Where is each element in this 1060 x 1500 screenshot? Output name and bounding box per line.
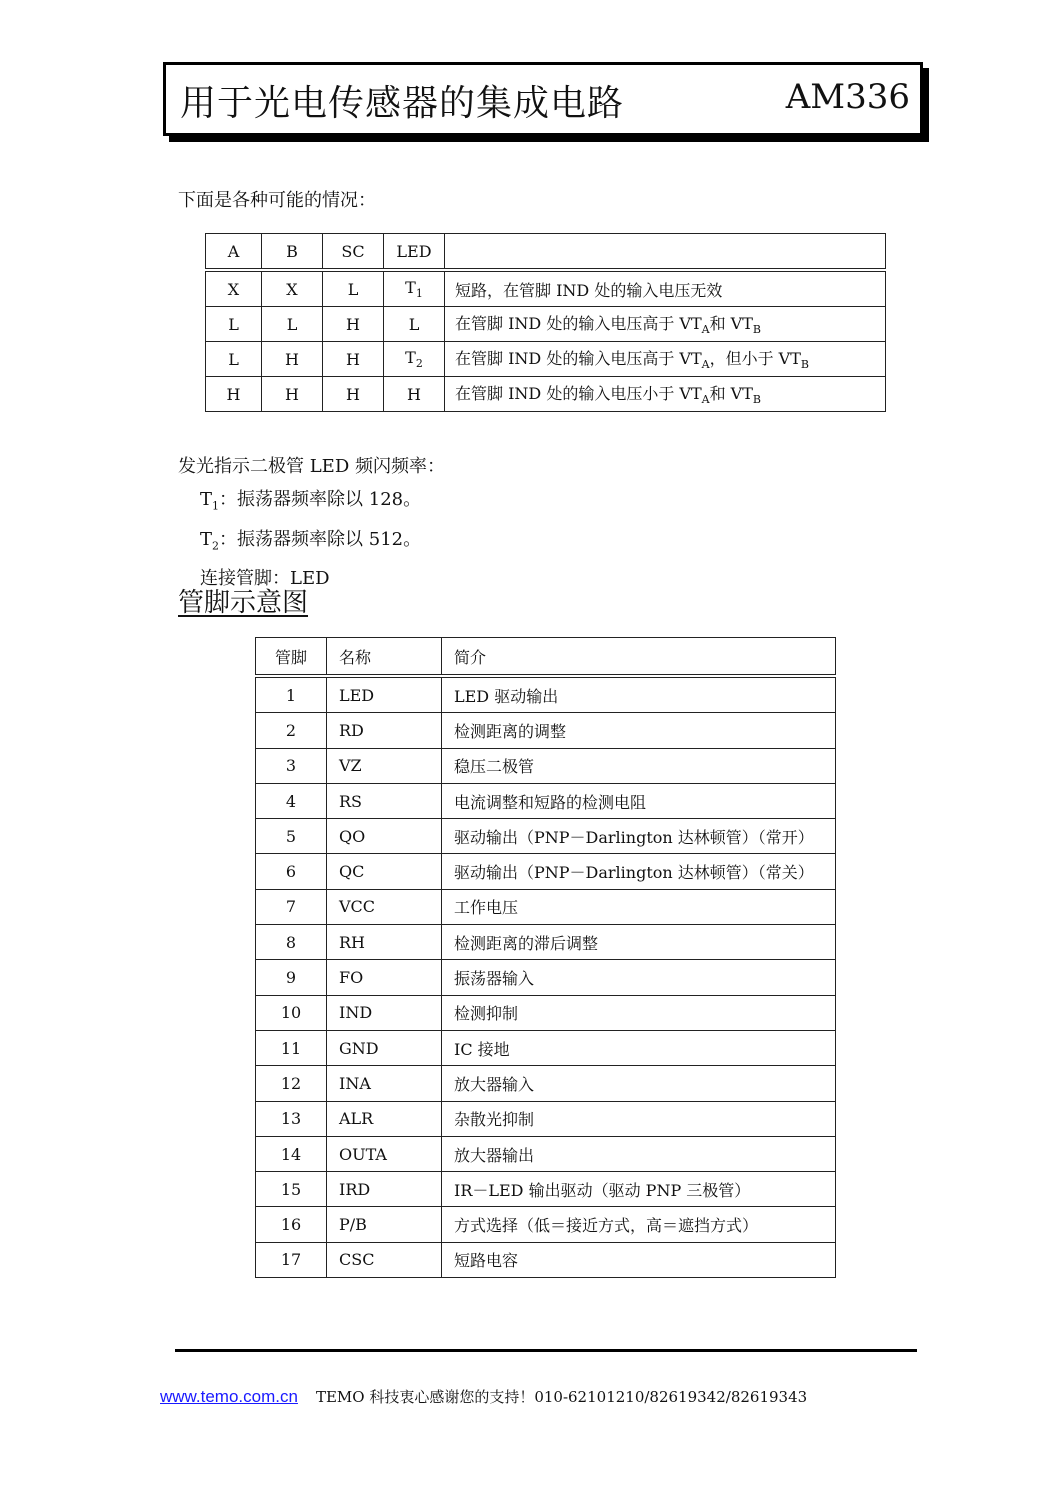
cell-b: H [262, 342, 323, 377]
cell-led [384, 270, 445, 307]
pin-description: 电流调整和短路的检测电阻 [442, 783, 836, 818]
col-header-pin: 管脚 [256, 638, 327, 677]
cell-b: H [262, 377, 323, 412]
pin-name: ALR [327, 1101, 442, 1136]
cell-led [384, 377, 445, 412]
pin-name: RH [327, 925, 442, 960]
footer [160, 1386, 807, 1407]
description-text: 在管脚 IND 处的输入电压小于 VT [455, 384, 702, 404]
pin-description: 检测距离的滞后调整 [442, 925, 836, 960]
t2-label: T [200, 528, 213, 550]
pin-name: RS [327, 783, 442, 818]
description-subscript: B [752, 323, 762, 337]
pin-number: 1 [256, 676, 327, 713]
pin-number: 2 [256, 713, 327, 748]
led-state: T [405, 277, 416, 297]
pin-number: 13 [256, 1101, 327, 1136]
pin-name: VCC [327, 889, 442, 924]
cell-sc: L [323, 270, 384, 307]
cell-a: H [206, 377, 262, 412]
pin-table-row [256, 1172, 836, 1207]
pin-number: 11 [256, 1030, 327, 1065]
pin-number: 8 [256, 925, 327, 960]
pin-description: 工作电压 [442, 889, 836, 924]
pin-name: P/B [327, 1207, 442, 1242]
col-header-b: B [262, 234, 323, 271]
pin-description: 方式选择（低＝接近方式，高＝遮挡方式） [442, 1207, 836, 1242]
pin-name: IRD [327, 1172, 442, 1207]
pin-section-title: 管脚示意图 [178, 588, 309, 618]
cell-b: X [262, 270, 323, 307]
document-title: 用于光电传感器的集成电路 [180, 83, 625, 124]
status-table-row [206, 307, 886, 342]
t1-subscript: 1 [212, 499, 220, 513]
pin-number: 15 [256, 1172, 327, 1207]
t1-label: T [200, 489, 213, 510]
status-table [205, 233, 886, 412]
col-header-sc: SC [323, 234, 384, 271]
pin-number: 4 [256, 783, 327, 818]
pin-number: 16 [256, 1207, 327, 1242]
pin-description: IC 接地 [442, 1030, 836, 1065]
pin-name: CSC [327, 1242, 442, 1277]
pin-name: QC [327, 854, 442, 889]
pin-table-row [256, 676, 836, 713]
pin-name: IND [327, 995, 442, 1030]
led-frequency-heading: 发光指示二极管 LED 频闪频率： [178, 456, 445, 477]
led-state: T [405, 347, 416, 367]
cell-description [445, 377, 886, 412]
t1-text: ：振荡器频率除以 128。 [219, 489, 422, 510]
pin-number: 12 [256, 1066, 327, 1101]
cell-sc: H [323, 342, 384, 377]
pin-table-row [256, 748, 836, 783]
pin-table-row [256, 889, 836, 924]
pin-description: 放大器输入 [442, 1066, 836, 1101]
pin-number: 9 [256, 960, 327, 995]
description-text: 在管脚 IND 处的输入电压高于 VT [455, 314, 702, 334]
pin-description: 稳压二极管 [442, 748, 836, 783]
col-header-desc [445, 234, 886, 271]
pin-number: 10 [256, 995, 327, 1030]
cell-b: L [262, 307, 323, 342]
pin-table-row [256, 960, 836, 995]
pin-description: 检测距离的调整 [442, 713, 836, 748]
pin-number: 6 [256, 854, 327, 889]
t2-text: ：振荡器频率除以 512。 [219, 528, 422, 550]
cell-led [384, 307, 445, 342]
pin-description: 短路电容 [442, 1242, 836, 1277]
description-subscript: A [701, 393, 710, 407]
status-table-header [206, 234, 886, 271]
footer-divider [175, 1349, 917, 1352]
pin-table-row [256, 1136, 836, 1171]
pin-table-row [256, 1030, 836, 1065]
t2-subscript: 2 [212, 539, 220, 553]
pin-number: 14 [256, 1136, 327, 1171]
cell-description [445, 307, 886, 342]
col-header-a: A [206, 234, 262, 271]
pin-description: 检测抑制 [442, 995, 836, 1030]
led-state: H [407, 384, 421, 404]
pin-table-row [256, 1101, 836, 1136]
pin-description: 振荡器输入 [442, 960, 836, 995]
pin-table [255, 637, 836, 1278]
connect-pin-line: 连接管脚：LED [200, 568, 330, 590]
pin-table-row [256, 819, 836, 854]
pin-number: 17 [256, 1242, 327, 1277]
pin-description: 驱动输出（PNP－Darlington 达林顿管）（常开） [442, 819, 836, 854]
pin-name: INA [327, 1066, 442, 1101]
pin-table-row [256, 783, 836, 818]
cell-a: L [206, 342, 262, 377]
status-table-row [206, 270, 886, 307]
pin-table-row [256, 713, 836, 748]
t1-line [178, 483, 445, 523]
description-text: ，但小于 VT [709, 349, 801, 369]
col-header-led: LED [384, 234, 445, 271]
pin-name: LED [327, 676, 442, 713]
col-header-description: 简介 [442, 638, 836, 677]
pin-description: IR－LED 输出驱动（驱动 PNP 三极管） [442, 1172, 836, 1207]
pin-number: 5 [256, 819, 327, 854]
pin-name: QO [327, 819, 442, 854]
col-header-name: 名称 [327, 638, 442, 677]
description-subscript: B [752, 393, 762, 407]
pin-table-header [256, 638, 836, 677]
pin-description: LED 驱动输出 [442, 676, 836, 713]
pin-table-row [256, 995, 836, 1030]
pin-name: OUTA [327, 1136, 442, 1171]
pin-table-row [256, 1242, 836, 1277]
description-subscript: A [701, 323, 710, 337]
cell-a: X [206, 270, 262, 307]
description-text: 和 VT [709, 384, 753, 404]
document-header [163, 62, 923, 136]
led-state: L [408, 314, 420, 334]
part-number: AM336 [785, 77, 910, 117]
status-table-row [206, 377, 886, 412]
led-state-subscript: 2 [415, 357, 423, 371]
pin-name: FO [327, 960, 442, 995]
pin-number: 7 [256, 889, 327, 924]
t2-line [178, 523, 445, 563]
pin-number: 3 [256, 748, 327, 783]
cell-a: L [206, 307, 262, 342]
cell-description [445, 270, 886, 307]
description-text: 短路，在管脚 IND 处的输入电压无效 [455, 280, 723, 300]
pin-table-row [256, 925, 836, 960]
description-text: 和 VT [709, 314, 753, 334]
led-frequency-section [178, 450, 445, 595]
description-subscript: B [800, 358, 810, 372]
cell-description [445, 342, 886, 377]
status-table-row [206, 342, 886, 377]
pin-table-row [256, 1066, 836, 1101]
description-text: 在管脚 IND 处的输入电压高于 VT [455, 349, 702, 369]
pin-table-row [256, 854, 836, 889]
support-text: TEMO 科技衷心感谢您的支持！010-62101210/82619342/82619343 [315, 1388, 808, 1406]
cell-sc: H [323, 377, 384, 412]
intro-text: 下面是各种可能的情况： [178, 190, 376, 211]
pin-name: VZ [327, 748, 442, 783]
pin-name: GND [327, 1030, 442, 1065]
cell-led [384, 342, 445, 377]
website-link[interactable]: www.temo.com.cn [160, 1387, 298, 1406]
led-state-subscript: 1 [415, 287, 423, 301]
pin-description: 杂散光抑制 [442, 1101, 836, 1136]
pin-description: 放大器输出 [442, 1136, 836, 1171]
pin-table-row [256, 1207, 836, 1242]
pin-description: 驱动输出（PNP－Darlington 达林顿管）（常关） [442, 854, 836, 889]
cell-sc: H [323, 307, 384, 342]
description-subscript: A [701, 358, 710, 372]
pin-name: RD [327, 713, 442, 748]
